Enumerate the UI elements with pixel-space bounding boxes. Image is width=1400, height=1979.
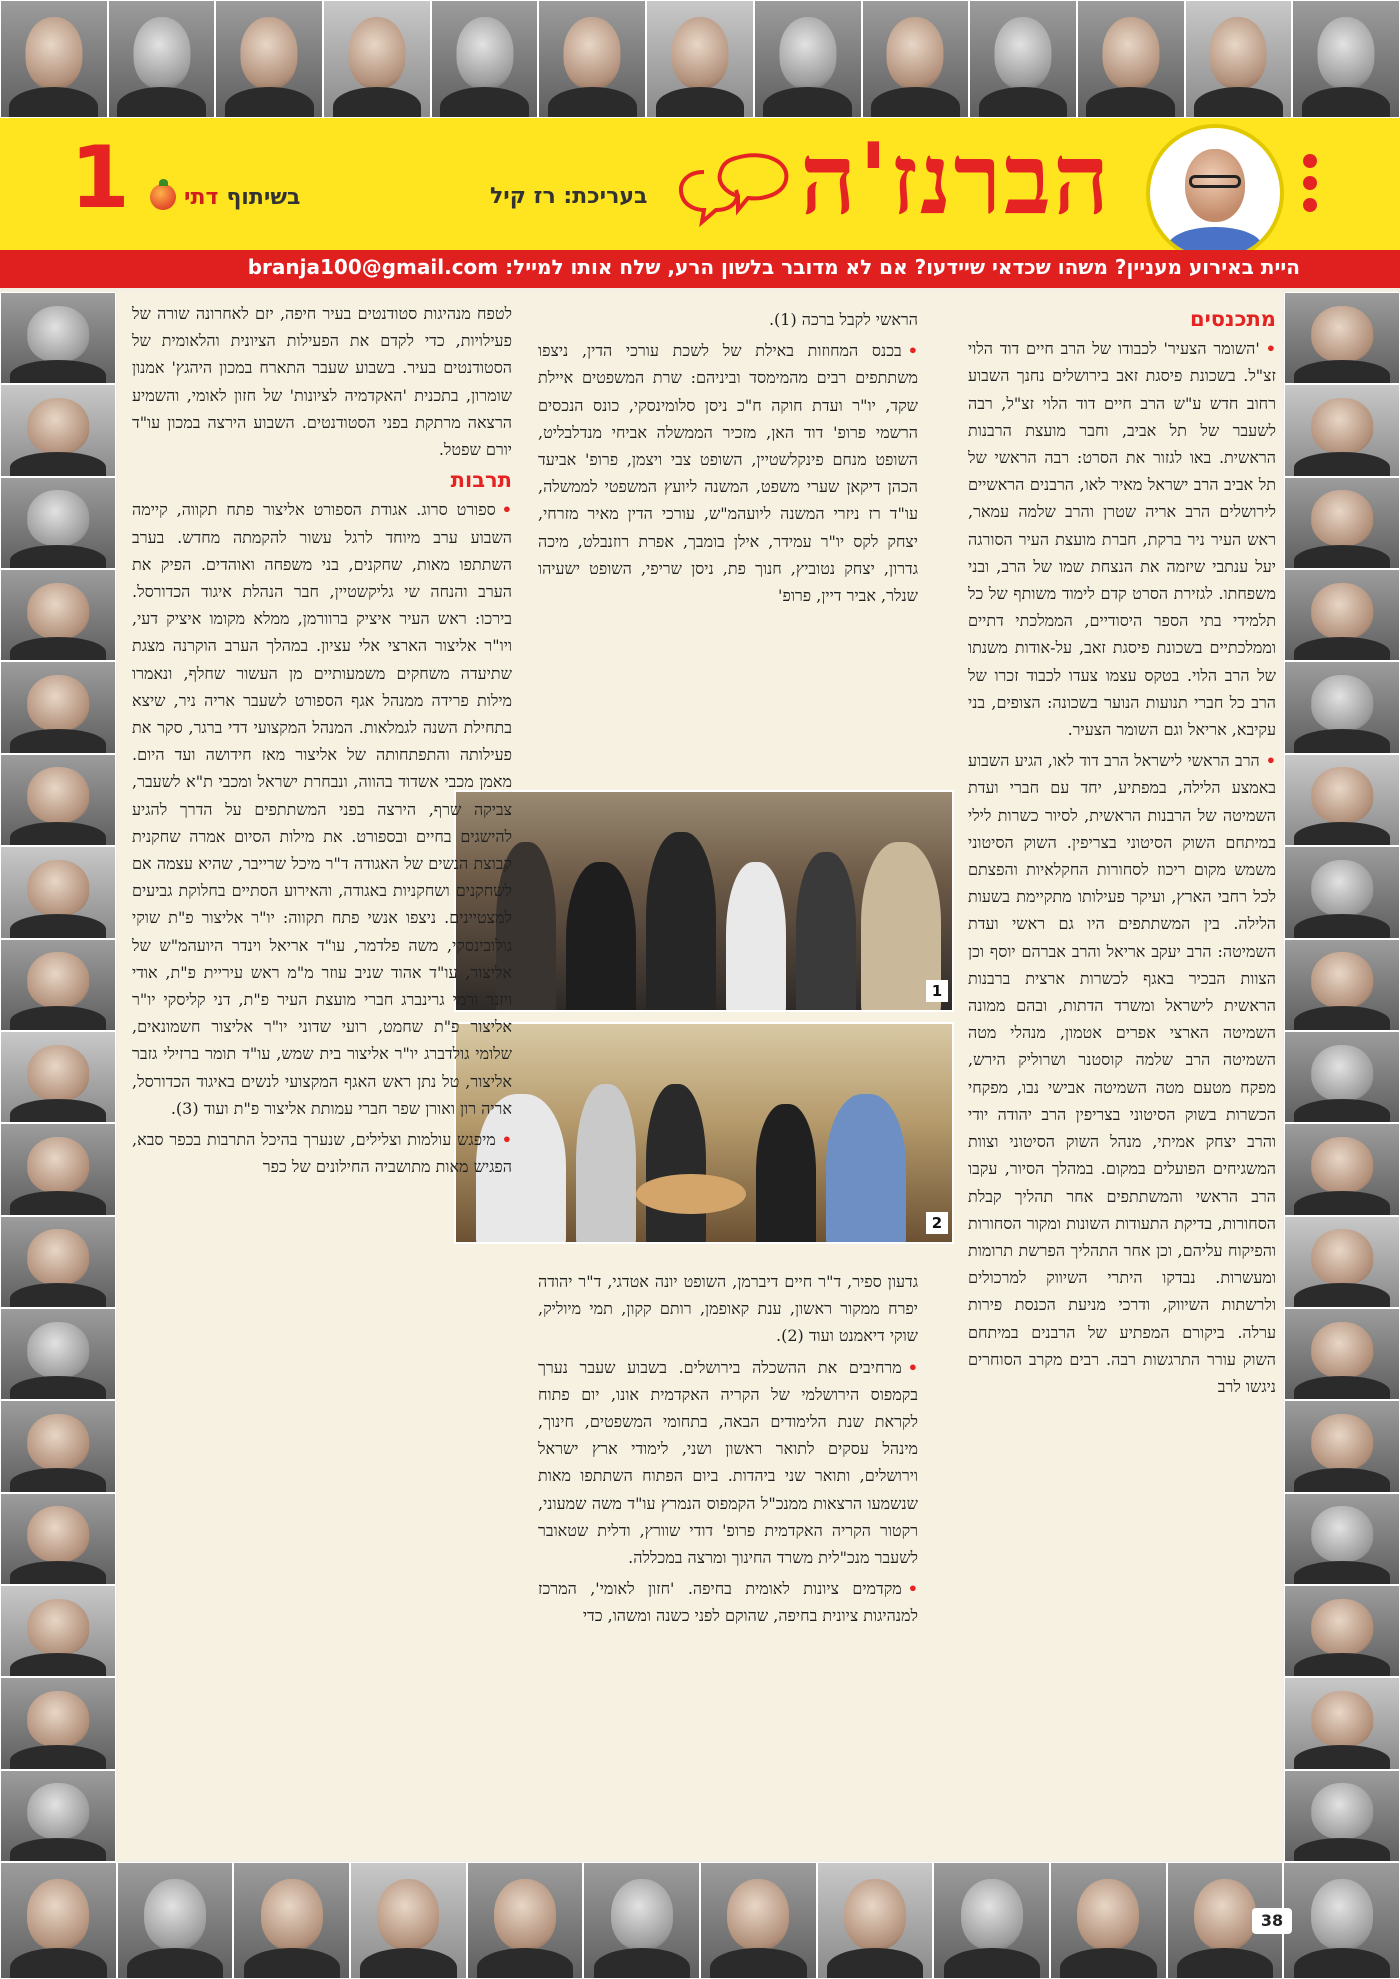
contact-banner: היית באירוע מעניין? משהו שכדאי שיידעו? אם לא מדובר בלשון הרע, שלח אותו למייל: branja100@gmail.com <box>0 250 1400 288</box>
issue-number: 1 <box>70 128 130 228</box>
portrait-photo <box>1284 1493 1400 1585</box>
portrait-photo <box>1284 477 1400 569</box>
portrait-photo <box>0 846 116 938</box>
partner-credit <box>150 184 300 210</box>
portrait-photo <box>1284 1677 1400 1769</box>
portrait-photo <box>0 292 116 384</box>
section-title-culture: תרבות <box>450 468 512 493</box>
article-paragraph: •מרחיבים את ההשכלה בירושלים. בשבוע שעבר נערך בקמפוס הירושלמי של הקריה האקדמית אונו, יום פתוח לקראת שנת הלימודים הבאה, בתחומי המשפטים, חינוך, מינהל עסקים לתואר ראשון ושני, לימודי ארץ ישראל וירושלים, ותואר שני ביהדות. ביום הפתוח השתתפו מאות שנשמעו הרצאות ממנכ"ל הקמפוס הנמרץ עו"ד משה שמעוני, רקטור הקריה האקדמית פרופ' דודי שוורץ, ודלית שטאובר לשעבר מנכ"לית משרד החינוך ומרצה במכללה. <box>538 1357 919 1568</box>
article-paragraph: •ספורט סרוג. אגודת הספורט אליצור פתח תקווה, קיימה השבוע ערב מיוחד לרגל עשור להקמתה מחדש. בערב השתתפו מאות, שחקנים, בני משפחה ואוהדים. הפיק את הערב והנחה שי גליקשטיין, חבר הנהלת איגוד הכדורסל. בירכו: ראש העיר איציק ברוורמן, ממלא מקומו איציק דעי, ויו"ר אליצור הארצי אלי עציון. במהלך הערב הוקרנה מצגת שתיעדה משחקים משמעותיים מן העשור שחלף, ונאמרו מילות פרידה ממנהל אגף הספורט לשעבר אריה ניר, שיצא בתחילת השנה לגמלאות. המנהל המקצועי דדי ברגר, סקר את פעילותה והתפתחותה של אליצור מאז חידושה ועד היום. מאמן מכבי אשדוד בהווה, ונבחרת ישראל ומכבי ת"א לשעבר, צביקה שרף, הירצה בפני המשתתפים על הדרך להגיע להישגים בחיים ובספורט. את מילות הסיום אמרה שחקנית קבוצת הנשים של האגודה ד"ר מיכל שרייבר, שהיא עצמה אם לשחקנים ושחקניות באגודה, והאירוע הסתיים בחלוקת גביעים למצטיינים. ניצפו אנשי פתח תקווה: יו"ר אליצור פ"ת שוקי גולובינסקי, משה פלדמר, עו"ד אריאל וינדר היועהמ"ש של אליצור, עו"ד אהוד שניב עוזר מ"מ ראש עיריית פ"ת, אודי ויזנר ורמי גרינברג חברי מועצת העיר פ"ת, דני קליסקי יו"ר אליצור פ"ת שחמט, רועי שדוני יו"ר אליצור חשמונאים, שלומי גולדברג יו"ר אליצור בית שמש, עו"ד תומר ברזילי גזבר אליצור, טל נתן ראש האגף המקצועי לנשים באיגוד הכדורסל, אריה רון ואורן שפר חברי עמותת אליצור פ"ת ועוד (3). <box>132 500 513 1118</box>
tomato-logo-icon <box>150 184 176 210</box>
portrait-photo <box>862 0 970 118</box>
portrait-photo <box>817 1862 934 1979</box>
portrait-photo <box>1284 384 1400 476</box>
portrait-photo <box>467 1862 584 1979</box>
portrait-photo <box>0 477 116 569</box>
portrait-photo <box>0 939 116 1031</box>
article-paragraph: •'השומר הצעיר' לכבודו של הרב חיים דוד הלוי זצ"ל. בשכונת פיסגת זאב בירושלים נחנך השבוע רחוב חדש ע"ש הרב חיים דוד הלוי זצ"ל, רבה לשעבר של תל אביב, וחבר מועצת הרבנות הראשית. באו לגזור את הסרט: רבה הראשי של תל אביב הרב ישראל מאיר לאו, הרבנים הראשיים לירושלים הרב אריה שטרן והרב שלמה עמאר, ראש העיר ניר ברקת, חברת מועצת העיר הסורגה יעל ענתבי שיזמה את הנצחת שמו של הרב, ובני משפחתו. לגזירת הסרט קדם לימוד משותף של כל תלמידי בתי הספר היסודיים, הממלכתי דתיים וממלכתיים בשכונת פיסגת זאב, על-אודות משנתו של הרב הלוי. בטקס עצמו צעדו לכבוד זכרו של הרב כל חברי תנועות הנוער בשכונה: הצופים, בני עקיבא, אריאל וגם השומר הצעיר. <box>968 339 1276 740</box>
portrait-photo <box>1284 1770 1400 1862</box>
portrait-photo <box>1284 661 1400 753</box>
column-right <box>968 306 1276 1404</box>
portrait-photo <box>0 1493 116 1585</box>
portrait-photo <box>0 1585 116 1677</box>
section-title-gatherings: מתכנסים <box>1189 307 1276 331</box>
portrait-photo <box>1284 1216 1400 1308</box>
dots-ornament-icon <box>1300 154 1320 220</box>
portrait-photo <box>350 1862 467 1979</box>
partner-text: בשיתוף <box>226 184 301 210</box>
portrait-photo <box>1284 1123 1400 1215</box>
portrait-photo <box>1284 939 1400 1031</box>
masthead <box>0 118 1400 250</box>
photo-number: 1 <box>926 980 948 1002</box>
portrait-photo <box>0 1308 116 1400</box>
article-paragraph: לטפח מנהיגות סטודנטים בעיר חיפה, יזם לאחרונה שורה של פעילויות, כדי לקדם את הפעילות הציונית והלאומית של הסטודנטים בעיר. בשבוע שעבר התארח במכון היהגץ' אמנון שומרון, בתכנית 'האקדמיה לציונות' של חזון לאומי, והשמיע הרצאה מרתקת בפני הסטודנטים. השבוע הירצה במכון עו"ד יורם שפטל. <box>132 304 512 460</box>
top-portrait-strip <box>0 0 1400 118</box>
portrait-photo <box>969 0 1077 118</box>
portrait-photo <box>0 384 116 476</box>
article-paragraph: גדעון ספיר, ד"ר חיים דיברמן, השופט יונה אטדגי, ד"ר יהודה יפרח ממקור ראשון, ענת קאופמן, רותם קקון, תמי מיוליק, שוקי דיאמנט ועוד (2). <box>538 1272 918 1346</box>
portrait-photo <box>538 0 646 118</box>
portrait-photo <box>108 0 216 118</box>
portrait-photo <box>1284 292 1400 384</box>
article-body <box>118 292 1282 1860</box>
portrait-photo <box>0 754 116 846</box>
portrait-photo <box>583 1862 700 1979</box>
portrait-photo <box>0 1400 116 1492</box>
portrait-photo <box>0 1677 116 1769</box>
event-photo-1 <box>454 790 954 1012</box>
article-paragraph: הראשי לקבל ברכה (1). <box>768 310 918 329</box>
portrait-photo <box>0 1862 117 1979</box>
portrait-photo <box>1284 569 1400 661</box>
right-portrait-strip <box>1284 292 1400 1862</box>
event-photo-2 <box>454 1022 954 1244</box>
editor-avatar <box>1146 124 1284 262</box>
column-middle-top <box>538 306 918 613</box>
portrait-photo <box>117 1862 234 1979</box>
portrait-photo <box>0 1123 116 1215</box>
column-middle-bottom <box>538 1268 918 1634</box>
portrait-photo <box>0 569 116 661</box>
partner-logo: דתי <box>184 184 219 210</box>
column-left <box>132 300 512 1185</box>
portrait-photo <box>0 1770 116 1862</box>
article-paragraph: •מיפגש עולמות וצלילים, שנערך בהיכל התרבות בכפר סבא, הפגיש מאות מתושביה החילונים של כפר <box>132 1130 512 1177</box>
portrait-photo <box>1077 0 1185 118</box>
article-paragraph: •בכנס המחוזות באילת של לשכת עורכי הדין, ניצפו משתתפים רבים מהמימסד וביניהם: שרת המשפטים איילת שקד, יו"ר ועדת חוקה ח"כ ניסן סלומינסקי, כונס הנכסים הרשמי פרופ' דוד האן, מזכיר הממשלה אביחי מנדלבליט, השופט מנחם פינקלשטיין, השופט צבי ויצמן, פרופ' אביעד הכהן דיקאן שערי משפט, המשנה ליועץ המשפטי לממשלה, עו"ד רז ניזרי המשנה ליועהמ"ש, עורכי הדין מאיר מזרחי, יצחק לקס יו"ר עמידר, אילן בומבך, אפרת רוזנבלט, מיכה גדרון, יצחק נטוביץ, חנוך פת, ניסן שריפי, השופט ישעיהו שנלר, אביר דיין, פרופ' <box>538 341 918 606</box>
article-paragraph: •מקדמים ציונות לאומית בחיפה. 'חזון לאומי', המרכז למנהיגות ציונית בחיפה, שהוקם לפני כשנה ומשהו, כדי <box>538 1579 918 1626</box>
portrait-photo <box>1284 846 1400 938</box>
portrait-photo <box>1283 1862 1400 1979</box>
portrait-photo <box>0 0 108 118</box>
portrait-photo <box>1284 1308 1400 1400</box>
portrait-photo <box>1185 0 1293 118</box>
portrait-photo <box>1050 1862 1167 1979</box>
bottom-portrait-strip <box>0 1862 1400 1979</box>
page-title: הברנז'ה <box>800 122 1112 237</box>
portrait-photo <box>233 1862 350 1979</box>
portrait-photo <box>700 1862 817 1979</box>
portrait-photo <box>323 0 431 118</box>
portrait-photo <box>646 0 754 118</box>
portrait-photo <box>431 0 539 118</box>
page-number: 38 <box>1252 1908 1292 1934</box>
article-paragraph: •הרב הראשי לישראל הרב דוד לאו, הגיע השבוע באמצע הלילה, במפתיע, יחד עם חברי ועדת השמיטה של הרבנות הראשית, לסיור כשרות לילי במיתחם השוק הסיטוני בצריפין. השוק הסיטוני משמש מקום ריכוז לסחורות החקלאיות והפצתם לכל רחבי הארץ, ועיקר פעילותו מתקיימת בשעות הלילה. בין המשתתפים היו גם ראשי ועדת השמיטה: הרב יעקב אריאל והרב אברהם יוסף וכן הצוות הבכיר באגף לכשרות ארצית ברבנות הראשית לישראל ומשרד הדתות, ובהם ממונה השמיטה הארצי אפרים אטמון, מנהלי מטה השמיטה הרב שלמה קוסטנר ושרוליק הירש, מפקח מטעם מטה השמיטה אבישי נבו, מפקחי הכשרות בשוק הסיטוני בצריפין הרב יהודה יודי והרב יצחק אמיתי, מנהל השוק הסיטוני וצוות המשגיחים הפועלים במקום. במהלך הסיור, עקבו הרב הראשי והמשתתפים אחר תהליך קבלת הסחורות, בדיקת התעודות השונות ומקור הסחורות והפיקוח עליהם, וכן אחר התהליך הפרשת תרומות ומעשרות. נבדקו היתרי השיווק למרכולים ולרשתות השיווק, ודרכי מניעת הכנסת פירות ערלה. ביקורם המפתיע של הרבנים במיתחם השוק עורר התרגשות רבה. רבים מקרב הסוחרים ניגשו לרב <box>968 751 1276 1396</box>
left-portrait-strip <box>0 292 116 1862</box>
photo-number: 2 <box>926 1212 948 1234</box>
portrait-photo <box>0 1031 116 1123</box>
portrait-photo <box>215 0 323 118</box>
portrait-photo <box>0 661 116 753</box>
portrait-photo <box>1284 754 1400 846</box>
editor-credit: בעריכת: רז קיל <box>490 184 648 209</box>
portrait-photo <box>1284 1400 1400 1492</box>
portrait-photo <box>1284 1585 1400 1677</box>
portrait-photo <box>933 1862 1050 1979</box>
portrait-photo <box>1292 0 1400 118</box>
portrait-photo <box>0 1216 116 1308</box>
portrait-photo <box>754 0 862 118</box>
speech-bubbles-icon <box>674 148 794 228</box>
portrait-photo <box>1284 1031 1400 1123</box>
